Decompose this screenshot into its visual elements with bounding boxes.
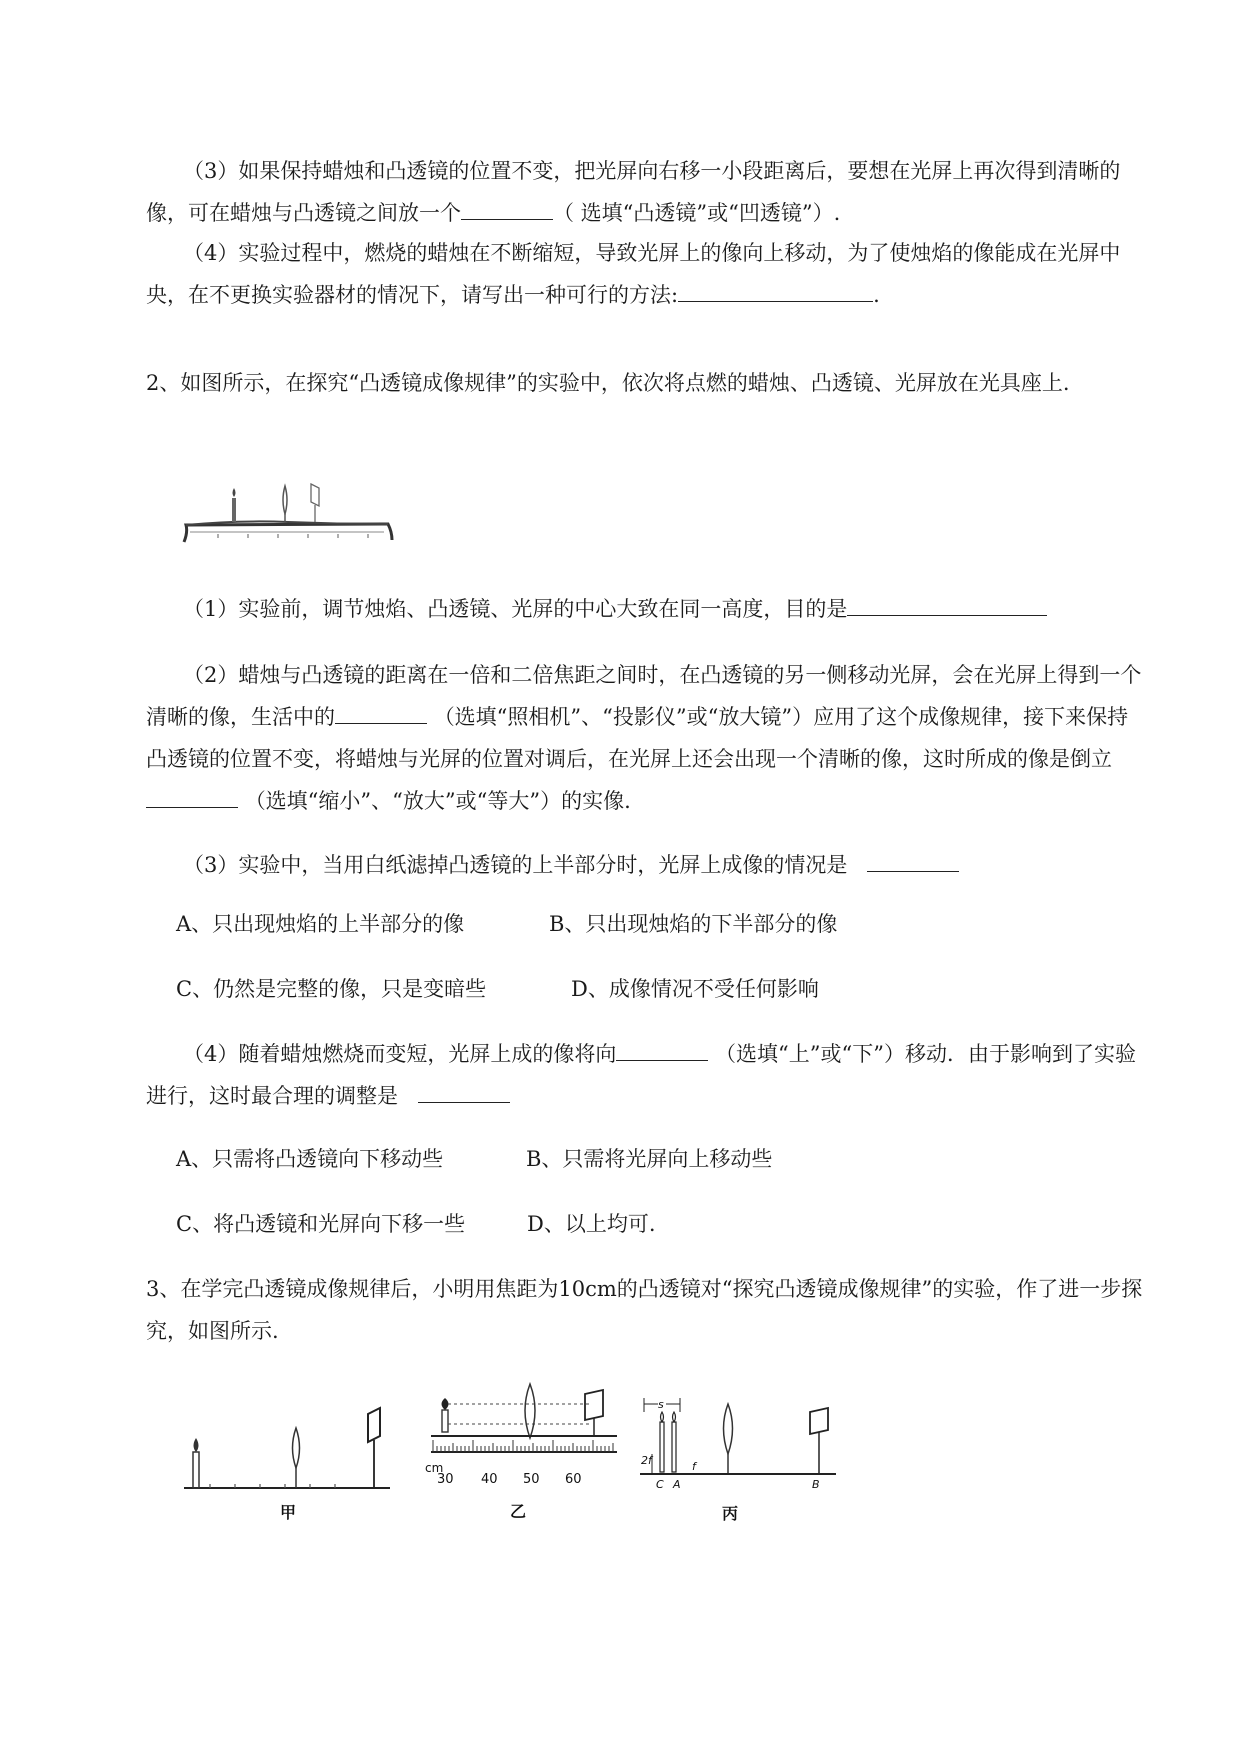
q1-part4-end: .	[873, 283, 880, 307]
q1-part3-hint: （ 选填“凸透镜”或“凹透镜”）.	[553, 201, 841, 225]
figure-jia-caption: 甲	[280, 1503, 297, 1522]
tick-label-40: 40	[481, 1472, 498, 1487]
figure-yi	[425, 1380, 625, 1522]
q2-part3-option-c[interactable]: C、仍然是完整的像，只是变暗些	[176, 977, 487, 1001]
answer-blank[interactable]	[678, 277, 873, 302]
answer-blank[interactable]	[847, 591, 1047, 616]
q1-part4-text: （4）实验过程中，燃烧的蜡烛在不断缩短，导致光屏上的像向上移动，为了使烛焰的像能成在光屏中央，在不更换实验器材的情况下，请写出一种可行的方法:	[146, 241, 1121, 307]
q2-stem: 2、如图所示，在探究“凸透镜成像规律”的实验中，依次将点燃的蜡烛、凸透镜、光屏放在光具座上.	[146, 371, 1070, 395]
q2-part3-option-b[interactable]: B、只出现烛焰的下半部分的像	[549, 912, 838, 936]
q2-part4-option-c[interactable]: C、将凸透镜和光屏向下移一些	[176, 1212, 466, 1236]
q1-part3	[146, 150, 1146, 234]
figure-bing-caption: 丙	[722, 1504, 739, 1523]
q2-part2-text-b: （选填“照相机”、“投影仪”或“放大镜”）应用了这个成像规律，接下来保持凸透镜的位置不变，将蜡烛与光屏的位置对调后，在光屏上还会出现一个清晰的像，这时所成的像是倒立	[146, 705, 1129, 771]
tick-label-30: 30	[437, 1472, 454, 1487]
q2-part4-option-a[interactable]: A、只需将凸透镜向下移动些	[176, 1147, 444, 1171]
label-s: s	[658, 1398, 664, 1411]
q2-part2-text-c: （选填“缩小”、“放大”或“等大”）的实像.	[244, 789, 631, 813]
q2-part2	[146, 654, 1146, 822]
tick-label-50: 50	[523, 1472, 540, 1487]
answer-blank[interactable]	[418, 1078, 510, 1103]
q2-part3-text: （3）实验中，当用白纸滤掉凸透镜的上半部分时，光屏上成像的情况是	[183, 853, 848, 877]
answer-blank[interactable]	[335, 699, 427, 724]
q2-part3	[146, 844, 1146, 886]
optical-bench-figure	[178, 480, 400, 550]
label-f: f	[692, 1460, 696, 1473]
answer-blank[interactable]	[867, 847, 959, 872]
q2-part4-option-b[interactable]: B、只需将光屏向上移动些	[526, 1147, 773, 1171]
answer-blank[interactable]	[461, 195, 553, 220]
label-C: C	[656, 1478, 664, 1491]
q2-part4-text-a: （4）随着蜡烛燃烧而变短，光屏上成的像将向	[183, 1042, 617, 1066]
q2-part3-option-d[interactable]: D、成像情况不受任何影响	[571, 977, 819, 1001]
figure-bing	[640, 1384, 840, 1524]
answer-blank[interactable]	[146, 783, 238, 808]
q2-part1	[146, 588, 1146, 630]
q1-part3-text: （3）如果保持蜡烛和凸透镜的位置不变，把光屏向右移一小段距离后，要想在光屏上再次得到清晰的像，可在蜡烛与凸透镜之间放一个	[146, 159, 1121, 225]
answer-blank[interactable]	[616, 1036, 708, 1061]
figure-jia	[180, 1388, 405, 1523]
q2-part4-text-b: （选填“上”或“下”）移动．由于影响到了实验进行，这时最合理的调整是	[146, 1042, 1136, 1108]
q3-stem: 3、在学完凸透镜成像规律后，小明用焦距为10cm的凸透镜对“探究凸透镜成像规律”的实验，作了进一步探究，如图所示.	[146, 1277, 1143, 1343]
label-2f: 2f	[641, 1454, 652, 1467]
q2-part1-text: （1）实验前，调节烛焰、凸透镜、光屏的中心大致在同一高度，目的是	[183, 597, 848, 621]
q1-part4	[146, 232, 1146, 316]
figure-yi-caption: 乙	[510, 1502, 527, 1521]
figure-yi-unit: cm	[425, 1461, 444, 1475]
q2-part4	[146, 1033, 1146, 1117]
q2-part2-text-a: （2）蜡烛与凸透镜的距离在一倍和二倍焦距之间时，在凸透镜的另一侧移动光屏，会在光屏上得到一个清晰的像，生活中的	[146, 663, 1142, 729]
label-A: A	[673, 1478, 681, 1491]
tick-label-60: 60	[565, 1472, 582, 1487]
q2-part4-option-d[interactable]: D、以上均可.	[527, 1212, 656, 1236]
label-B: B	[812, 1478, 820, 1491]
q2-part3-option-a[interactable]: A、只出现烛焰的上半部分的像	[176, 912, 465, 936]
